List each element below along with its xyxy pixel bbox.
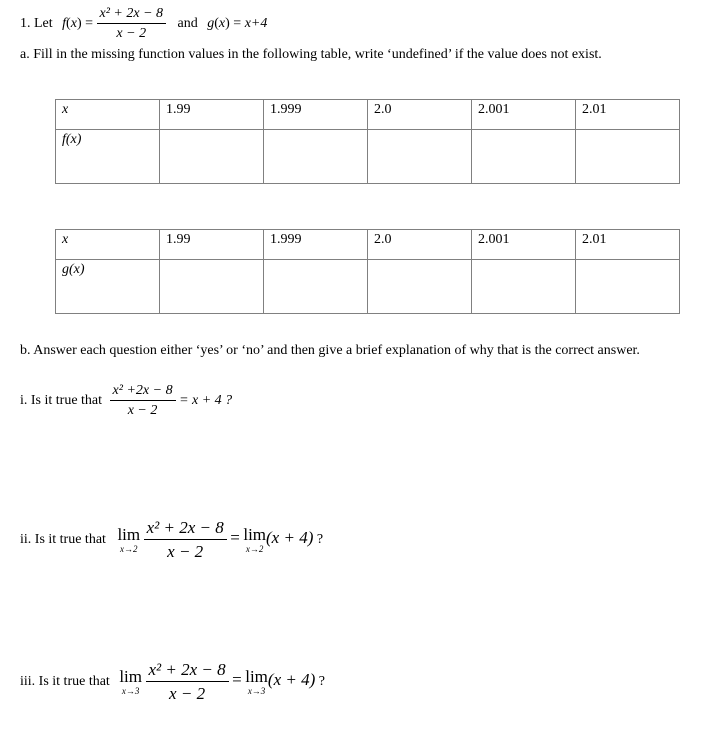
q1-fraction xyxy=(110,383,176,419)
f-label: f xyxy=(62,16,67,32)
q2-lim-text: lim xyxy=(117,525,141,544)
table-row xyxy=(56,230,680,260)
q2-limit xyxy=(117,526,140,554)
problem-number: 1. xyxy=(20,16,31,32)
q1-rhs: = x + 4 ? xyxy=(179,393,233,409)
table-header-cell: 2.01 xyxy=(576,100,680,130)
q3-prefix: iii. Is it true that xyxy=(20,674,110,690)
q2-lim-text-rhs: lim xyxy=(243,525,267,544)
table-header-cell: 1.999 xyxy=(264,230,368,260)
table-header-cell: 2.01 xyxy=(576,230,680,260)
part-b-instruction: b. Answer each question either ‘yes’ or ‘no’ and then give a brief explanation of why that is the correct answer. xyxy=(20,343,640,358)
table-row-label: g(x) xyxy=(56,260,160,314)
g-label: g xyxy=(207,16,215,32)
question-3 xyxy=(20,660,325,704)
q3-lim-subscript-rhs: x→3 xyxy=(247,686,266,696)
table-header-cell: x xyxy=(56,230,160,260)
answer-cell[interactable] xyxy=(264,260,368,314)
question-2 xyxy=(20,518,323,562)
q2-lim-subscript-rhs: x→2 xyxy=(245,544,264,554)
q3-denominator: x − 2 xyxy=(169,684,206,703)
q1-denominator: x − 2 xyxy=(127,403,158,418)
q3-fraction xyxy=(146,660,229,704)
q3-limit xyxy=(119,668,142,696)
f-var: x xyxy=(70,16,77,32)
q3-lim-subscript: x→3 xyxy=(121,686,140,696)
q3-equals: = xyxy=(232,670,242,690)
answer-cell[interactable] xyxy=(368,260,472,314)
q2-limit-rhs xyxy=(243,526,266,554)
q2-prefix: ii. Is it true that xyxy=(20,532,106,548)
question-1 xyxy=(20,383,232,419)
q3-lim-text: lim xyxy=(119,667,142,686)
q3-question-mark: ? xyxy=(318,674,325,690)
f-fraction xyxy=(97,6,167,42)
problem-statement: 1. Let f(x) = $\frac{\text{x² + 2x − 8}}{x - 2}$ and g(x) = x+4 xyxy=(20,6,268,41)
q1-numerator: x² +2x − 8 xyxy=(110,383,176,401)
q1-prefix: i. Is it true that xyxy=(20,393,103,409)
q2-equals: = xyxy=(230,528,240,548)
answer-cell[interactable] xyxy=(264,130,368,184)
q3-rhs-expression: (x + 4) xyxy=(267,670,316,690)
answer-cell[interactable] xyxy=(576,260,680,314)
part-a-instruction: a. Fill in the missing function values in the following table, write ‘undefined’ if the value does not exist. xyxy=(20,47,602,62)
table-header-cell: 2.0 xyxy=(368,100,472,130)
table-row-label: f(x) xyxy=(56,130,160,184)
table-row xyxy=(56,100,680,130)
table-header-cell: 1.99 xyxy=(160,230,264,260)
q2-rhs-expression: (x + 4) xyxy=(266,528,314,548)
f-numerator: x² + 2x − 8 xyxy=(97,6,167,24)
table-f xyxy=(55,99,680,184)
answer-cell[interactable] xyxy=(472,260,576,314)
table-header-cell: 2.001 xyxy=(472,230,576,260)
answer-cell[interactable] xyxy=(160,130,264,184)
table-header-cell: 1.99 xyxy=(160,100,264,130)
q2-denominator: x − 2 xyxy=(167,542,204,561)
table-header-cell: 1.999 xyxy=(264,100,368,130)
q3-limit-rhs xyxy=(245,668,268,696)
table-row xyxy=(56,130,680,184)
q2-numerator: x² + 2x − 8 xyxy=(144,518,227,540)
table-row xyxy=(56,260,680,314)
answer-cell[interactable] xyxy=(576,130,680,184)
q2-question-mark: ? xyxy=(316,532,324,548)
g-var: x xyxy=(218,16,226,32)
table-header-cell: x xyxy=(56,100,160,130)
table-header-cell: 2.0 xyxy=(368,230,472,260)
q3-numerator: x² + 2x − 8 xyxy=(146,660,229,682)
let-text: Let xyxy=(34,16,53,32)
and-text: and xyxy=(177,16,198,32)
q2-fraction xyxy=(144,518,227,562)
table-header-cell: 2.001 xyxy=(472,100,576,130)
f-denominator: x − 2 xyxy=(116,26,147,41)
q2-lim-subscript: x→2 xyxy=(120,544,138,554)
q3-lim-text-rhs: lim xyxy=(245,667,268,686)
answer-cell[interactable] xyxy=(472,130,576,184)
answer-cell[interactable] xyxy=(368,130,472,184)
g-expression: x+4 xyxy=(244,16,268,32)
answer-cell[interactable] xyxy=(160,260,264,314)
table-g xyxy=(55,229,680,314)
